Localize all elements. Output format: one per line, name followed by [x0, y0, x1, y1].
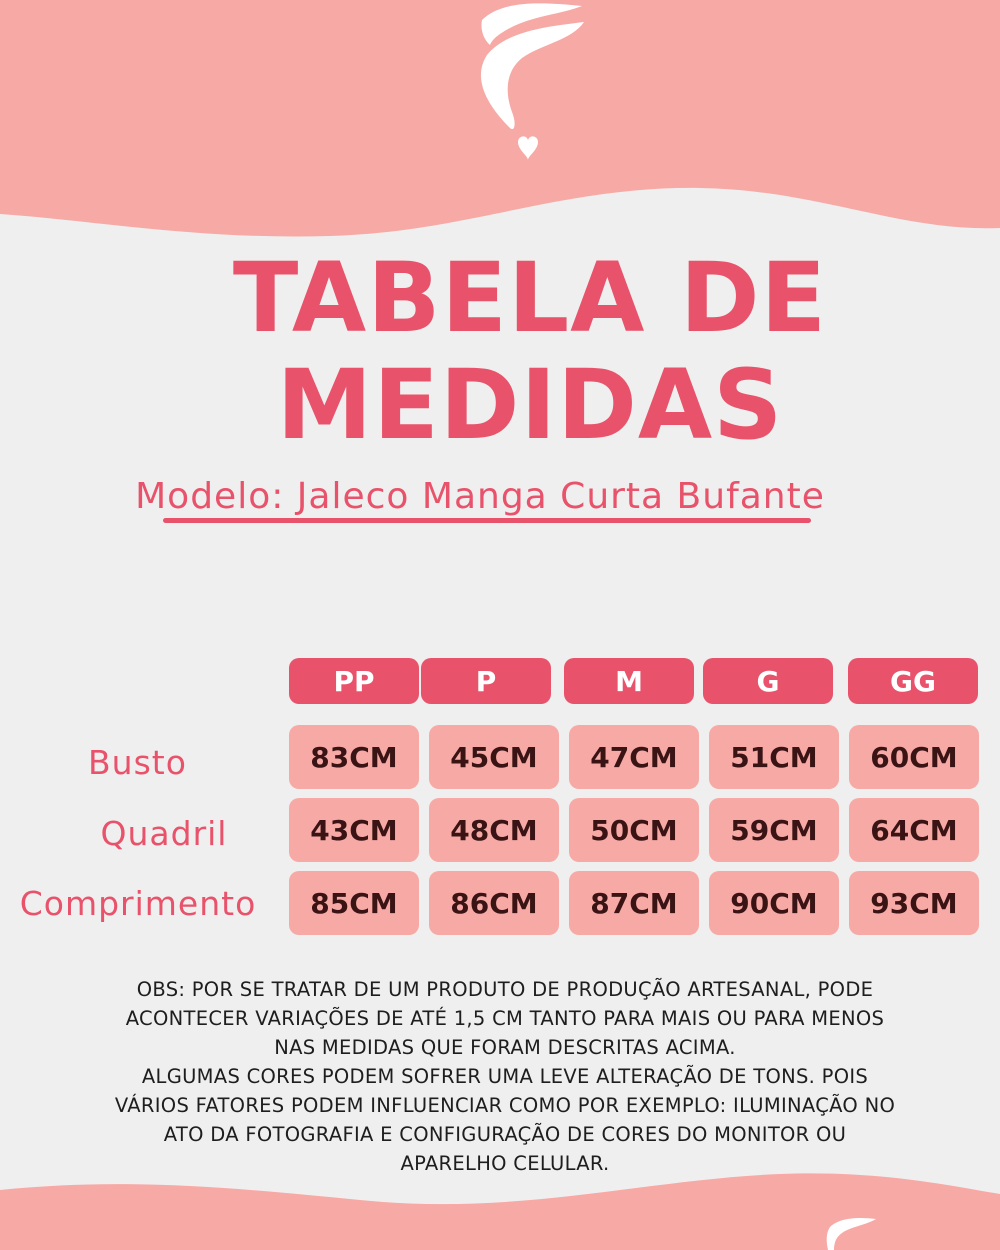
table-cell: 43CM: [289, 798, 419, 862]
table-cell: 64CM: [849, 798, 979, 862]
table-cell: 60CM: [849, 725, 979, 789]
page-title-line1: TABELA DE: [232, 242, 828, 354]
obs-line: NAS MEDIDAS QUE FORAM DESCRITAS ACIMA.: [274, 1036, 736, 1059]
subtitle-underline: [163, 518, 811, 523]
row-label-busto: Busto: [88, 743, 187, 782]
table-cell: 51CM: [709, 725, 839, 789]
model-subtitle: Modelo: Jaleco Manga Curta Bufante: [135, 476, 825, 517]
table-cell: 48CM: [429, 798, 559, 862]
size-header-m: M: [564, 658, 694, 704]
table-cell: 93CM: [849, 871, 979, 935]
row-label-quadril: Quadril: [100, 814, 228, 853]
size-header-g: G: [703, 658, 833, 704]
table-cell: 90CM: [709, 871, 839, 935]
table-cell: 59CM: [709, 798, 839, 862]
table-cell: 47CM: [569, 725, 699, 789]
table-cell: 86CM: [429, 871, 559, 935]
brand-swirl-heart-icon: [462, 0, 592, 170]
row-label-comprimento: Comprimento: [19, 884, 257, 923]
table-cell: 45CM: [429, 725, 559, 789]
page-title-line2: MEDIDAS: [276, 349, 784, 461]
obs-line: ALGUMAS CORES PODEM SOFRER UMA LEVE ALTERAÇÃO DE TONS. POIS: [141, 1065, 869, 1088]
obs-line: OBS: POR SE TRATAR DE UM PRODUTO DE PRODUÇÃO ARTESANAL, PODE: [136, 978, 874, 1001]
obs-line: ACONTECER VARIAÇÕES DE ATÉ 1,5 CM TANTO PARA MAIS OU PARA MENOS: [125, 1007, 885, 1030]
obs-line: ATO DA FOTOGRAFIA E CONFIGURAÇÃO DE CORES DO MONITOR OU: [163, 1123, 847, 1146]
table-cell: 85CM: [289, 871, 419, 935]
size-header-pp: PP: [289, 658, 419, 704]
observation-note: [60, 975, 950, 1178]
table-cell: 50CM: [569, 798, 699, 862]
brand-swirl-partial-icon: [820, 1215, 880, 1250]
obs-line: APARELHO CELULAR.: [400, 1152, 610, 1175]
table-cell: 87CM: [569, 871, 699, 935]
table-cell: 83CM: [289, 725, 419, 789]
size-header-gg: GG: [848, 658, 978, 704]
obs-line: VÁRIOS FATORES PODEM INFLUENCIAR COMO POR EXEMPLO: ILUMINAÇÃO NO: [114, 1094, 896, 1117]
size-header-p: P: [421, 658, 551, 704]
